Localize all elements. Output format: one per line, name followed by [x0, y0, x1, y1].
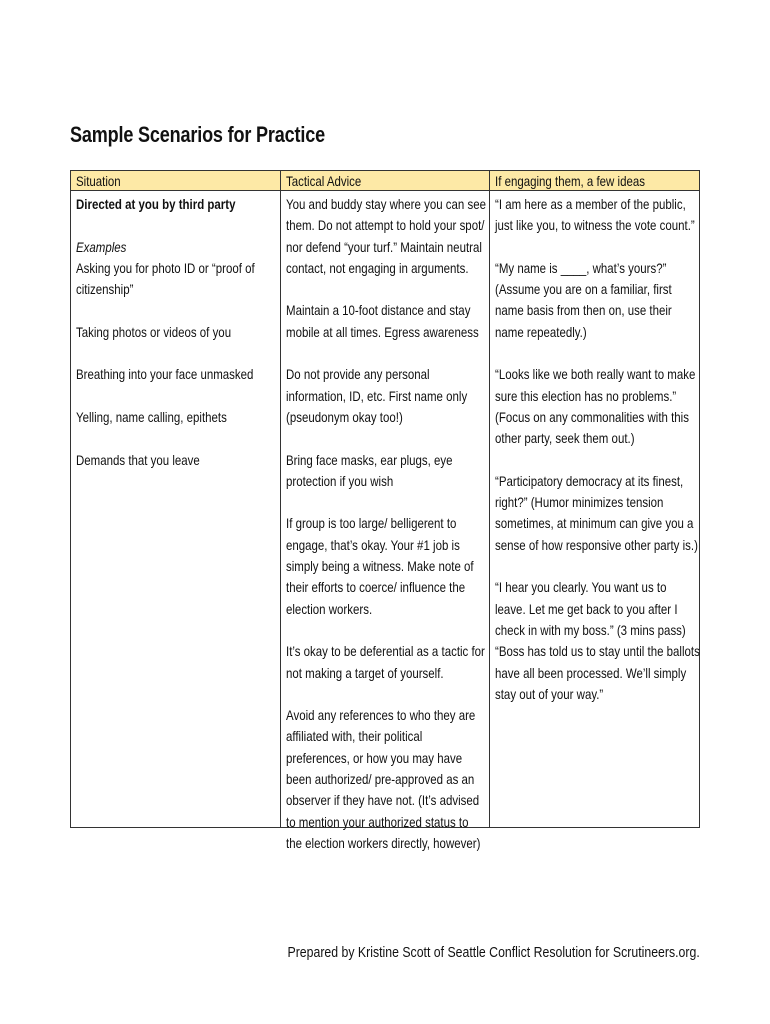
- idea-item: “Looks like we both really want to make sure this election has no problems.” (Focus on any commonalities with this other party, seek them out.): [495, 366, 696, 447]
- advice-item: It’s okay to be deferential as a tactic for not making a target of yourself.: [286, 643, 485, 681]
- scenarios-table: [70, 170, 700, 851]
- header-situation: Situation: [76, 173, 121, 189]
- column-divider: [489, 171, 490, 827]
- advice-item: You and buddy stay where you can see them. Do not attempt to hold your spot/ nor defend “your turf.” Maintain neutral contact, not engaging in arguments.: [286, 196, 486, 276]
- situation-item: Yelling, name calling, epithets: [76, 408, 227, 425]
- footer-credit: Prepared by Kristine Scott of Seattle Conflict Resolution for Scrutineers.org.: [287, 944, 700, 961]
- idea-item: “I hear you clearly. You want us to leave. Let me get back to you after I check in with my boss.” (3 mins pass) “Boss has told us to stay until the ballots have all been processed. We’ll simply stay out of your way.”: [495, 579, 700, 702]
- situation-item: Breathing into your face unmasked: [76, 366, 254, 383]
- situation-item: Asking you for photo ID or “proof of citizenship”: [76, 259, 255, 298]
- idea-item: “I am here as a member of the public, just like you, to witness the vote count.”: [495, 196, 695, 234]
- idea-item: “My name is ____, what’s yours?” (Assume you are on a familiar, first name basis from then on, use their name repeatedly.): [495, 259, 672, 340]
- advice-item: Avoid any references to who they are affiliated with, their political preferences, or how you may have been authorized/ pre-approved as an observer if they have not. (It’s advised to mention your authorized status to the election workers directly, however): [286, 707, 481, 851]
- situation-item: Demands that you leave: [76, 451, 200, 468]
- situation-column: [76, 171, 281, 827]
- advice-item: Bring face masks, ear plugs, eye protection if you wish: [286, 451, 453, 489]
- idea-item: “Participatory democracy at its finest, right?” (Humor minimizes tension sometimes, at minimum can give you a sense of how responsive other party is.): [495, 472, 698, 553]
- advice-item: Maintain a 10-foot distance and stay mobile at all times. Egress awareness: [286, 302, 479, 340]
- situation-heading: Directed at you by third party: [76, 196, 236, 212]
- advice-item: If group is too large/ belligerent to engage, that’s okay. Your #1 job is simply being a witness. Make note of their efforts to coerce/ influence the election workers.: [286, 515, 474, 617]
- advice-column: [286, 171, 486, 851]
- header-tactical-advice: Tactical Advice: [286, 173, 362, 189]
- header-engaging-ideas: If engaging them, a few ideas: [495, 173, 645, 189]
- advice-item: Do not provide any personal information, ID, etc. First name only (pseudonym okay too!): [286, 366, 468, 425]
- page-title: Sample Scenarios for Practice: [70, 122, 325, 147]
- ideas-column: [495, 171, 700, 827]
- situation-item: Taking photos or videos of you: [76, 323, 232, 340]
- examples-label: Examples: [76, 238, 127, 255]
